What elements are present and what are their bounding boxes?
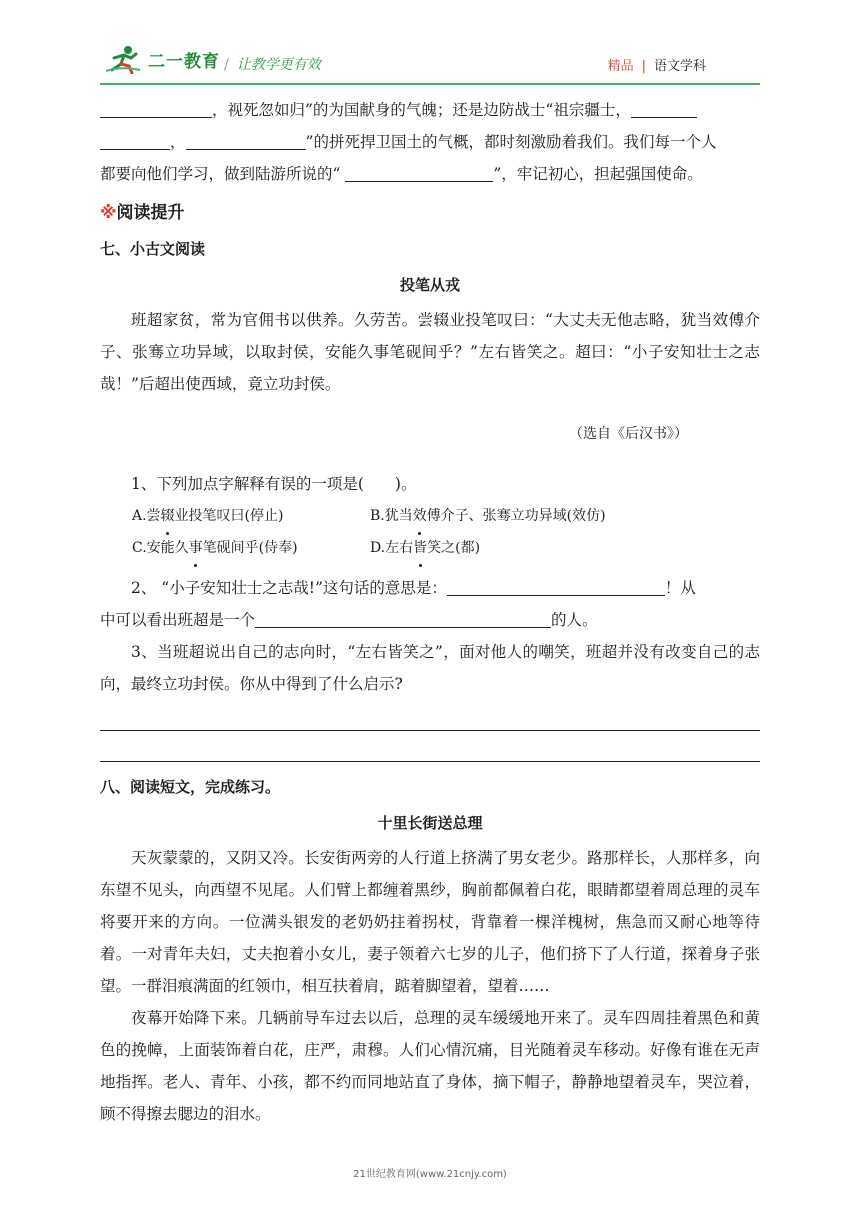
quality-label: 精品 <box>607 59 634 74</box>
dotted-char: 效 <box>413 500 427 532</box>
page-header <box>0 0 860 88</box>
answer-blank[interactable] <box>345 161 493 182</box>
question-text: 中可以看出班超是一个 <box>100 611 256 629</box>
question-text: ！从 <box>664 579 696 597</box>
header-divider <box>100 83 760 85</box>
slogan <box>224 54 321 74</box>
passage-title: 十里长街送总理 <box>377 814 483 832</box>
answer-blank[interactable] <box>100 129 170 150</box>
options-row <box>100 532 760 564</box>
tag-separator: | <box>641 59 646 74</box>
page-footer: 21世纪教育网(www.21cnjy.com) <box>353 1169 507 1180</box>
intro-text: ”的拼死捍卫国土的气概，都时刻激励着我们。我们每一个人 <box>305 133 717 151</box>
question-7-1: 1、下列加点字解释有误的一项是( )。 <box>131 475 417 493</box>
option-a[interactable]: A.尝辍业投笔叹曰(停止) <box>132 500 370 532</box>
question-7-2-cont <box>100 604 760 636</box>
slogan-text: 让教学更有效 <box>236 57 321 73</box>
dotted-char: 事 <box>189 532 203 564</box>
question-text: 2、 “小子安知壮士之志哉!”这句话的意思是： <box>131 579 447 597</box>
logo-text: 二一教育 <box>148 51 220 72</box>
intro-text: ，视死忽如归”的为国献身的气魄；还是边防战士“祖宗疆士， <box>212 101 631 119</box>
dotted-char: 辍 <box>161 500 175 532</box>
question-7-3: 3、当班超说出自己的志向时，“左右皆笑之”，面对他人的嘲笑，班超并没有改变自己的志向，最终立功封侯。你从中得到了什么启示? <box>100 643 760 693</box>
slogan-slash: / <box>224 57 229 73</box>
answer-line[interactable] <box>100 731 760 762</box>
reference-mark: ※ <box>100 203 117 223</box>
intro-text: 都要向他们学习，做到陆游所说的“ <box>100 165 346 183</box>
answer-blank[interactable] <box>100 97 212 118</box>
answer-blank[interactable] <box>186 129 306 150</box>
answer-blank[interactable] <box>255 607 551 628</box>
subject-label: 语文学科 <box>653 59 706 74</box>
option-c[interactable]: C.安能久事笔砚间乎(侍奉) <box>132 532 370 564</box>
section-heading-reading <box>100 196 760 230</box>
document-body <box>100 94 760 1130</box>
passage-paragraph-2: 夜幕开始降下来。几辆前导车过去以后，总理的灵车缓缓地开来了。灵车四周挂着黑色和黄色的挽幛，上面装饰着白花，庄严，肃穆。人们心情沉痛，目光随着灵车移动。好像有谁在无声地指挥。老人、青年、小孩，都不约而同地站直了身体，摘下帽子，静静地望着灵车，哭泣着，顾不得擦去腮边的泪水。 <box>100 1009 760 1123</box>
question-7-title: 七、小古文阅读 <box>100 240 206 258</box>
dotted-char: 皆 <box>413 532 427 564</box>
option-b[interactable]: B.犹当效傅介子、张骞立功异域(效仿) <box>370 500 760 532</box>
intro-line-1 <box>100 94 760 126</box>
question-7-2 <box>100 572 760 604</box>
intro-text: ”，牢记初心，担起强国使命。 <box>493 165 703 183</box>
answer-line[interactable] <box>100 700 760 731</box>
passage-paragraph-1: 天灰蒙蒙的，又阴又冷。长安街两旁的人行道上挤满了男女老少。路那样长，人那样多，向东望不见头，向西望不见尾。人们臂上都缠着黑纱，胸前都佩着白花，眼睛都望着周总理的灵车将要开来的方向。一位满头银发的老奶奶拄着拐杖，背靠着一棵洋槐树，焦急而又耐心地等待着。一对青年夫妇，丈夫抱着小女儿，妻子领着六七岁的儿子，他们挤下了人行道，探着身子张望。一群泪痕满面的红领巾，相互扶着肩，踮着脚望着，望着…… <box>100 849 760 995</box>
answer-blank[interactable] <box>631 97 697 118</box>
header-tag <box>608 55 706 74</box>
passage-text: 班超家贫，常为官佣书以供养。久劳苦。尝辍业投笔叹曰：“大丈夫无他志略，犹当效傅介子、张骞立功异域，以取封侯，安能久事笔砚间乎？”左右皆笑之。超曰：“小子安知壮士之志哉！”后超出使西域，竟立功封侯。 <box>100 311 760 393</box>
options-row <box>100 500 760 532</box>
intro-text: ， <box>170 133 186 151</box>
option-d[interactable]: D.左右皆笑之(都) <box>370 532 760 564</box>
intro-line-3 <box>100 158 760 190</box>
passage-title: 投笔从戎 <box>399 276 460 294</box>
section-heading-text: 阅读提升 <box>116 203 185 223</box>
answer-blank[interactable] <box>447 575 665 596</box>
logo <box>104 44 220 74</box>
question-8-title: 八、阅读短文，完成练习。 <box>100 778 281 796</box>
intro-line-2 <box>100 126 760 158</box>
running-man-logo-icon <box>104 44 144 74</box>
question-text: 的人。 <box>551 611 598 629</box>
passage-source: （选自《后汉书》） <box>569 426 688 442</box>
